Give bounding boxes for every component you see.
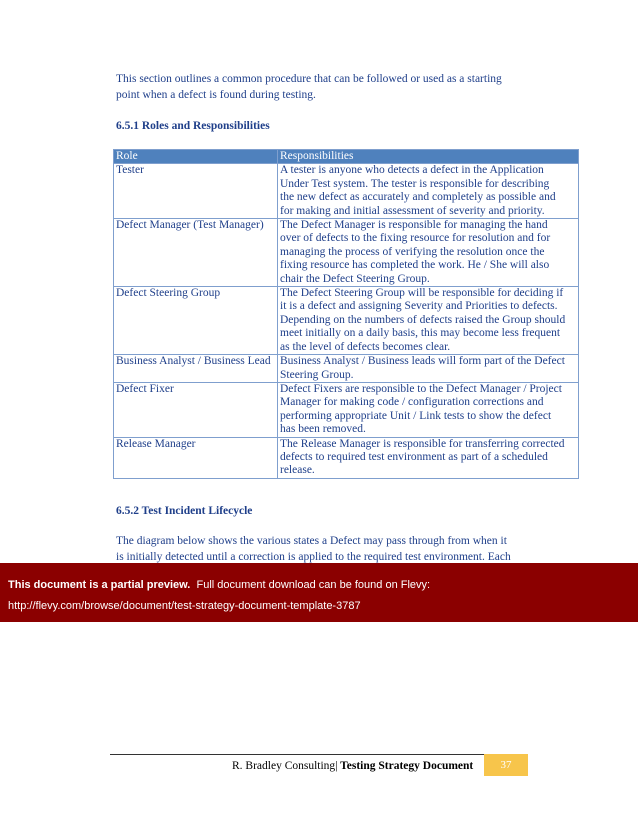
responsibility-line: chair the Defect Steering Group. bbox=[280, 272, 430, 285]
responsibility-cell bbox=[278, 437, 579, 478]
role-cell: Release Manager bbox=[114, 437, 278, 478]
responsibility-line: managing the process of verifying the resolution once the bbox=[280, 245, 545, 258]
responsibility-cell bbox=[278, 382, 579, 437]
role-cell: Business Analyst / Business Lead bbox=[114, 355, 278, 383]
banner-link[interactable]: http://flevy.com/browse/document/test-strategy-document-template-3787 bbox=[8, 600, 361, 612]
responsibility-line: for making and initial assessment of severity and priority. bbox=[280, 204, 545, 217]
footer-doc-title: Testing Strategy Document bbox=[337, 760, 474, 772]
table-row bbox=[114, 164, 579, 219]
footer-divider bbox=[110, 754, 528, 755]
responsibility-line: as the level of defects becomes clear. bbox=[280, 340, 451, 353]
diagram-line-1: The diagram below shows the various states a Defect may pass through from when it bbox=[116, 535, 507, 547]
table-row bbox=[114, 355, 579, 383]
diagram-paragraph bbox=[116, 533, 536, 565]
responsibility-line: meet initially on a daily basis, this may become less frequent bbox=[280, 327, 561, 340]
banner-bold-text: This document is a partial preview. bbox=[8, 579, 191, 591]
section-heading-6-5-1: 6.5.1 Roles and Responsibilities bbox=[116, 120, 270, 132]
header-role: Role bbox=[114, 150, 278, 164]
responsibility-line: Defect Fixers are responsible to the Defect Manager / Project bbox=[280, 382, 562, 395]
responsibility-line: A tester is anyone who detects a defect in the Application bbox=[280, 164, 544, 177]
table-row bbox=[114, 219, 579, 287]
preview-banner bbox=[0, 563, 638, 622]
responsibility-line: over of defects to the fixing resource for resolution and for bbox=[280, 232, 551, 245]
role-cell: Tester bbox=[114, 164, 278, 219]
responsibility-cell bbox=[278, 355, 579, 383]
responsibility-line: defects to required test environment as part of a scheduled bbox=[280, 450, 548, 463]
table-header-row bbox=[114, 150, 579, 164]
intro-line-1: This section outlines a common procedure that can be followed or used as a starting bbox=[116, 73, 502, 85]
intro-paragraph bbox=[116, 71, 536, 103]
section-heading-6-5-2: 6.5.2 Test Incident Lifecycle bbox=[116, 505, 253, 517]
responsibility-line: Manager for making code / configuration corrections and bbox=[280, 396, 544, 409]
responsibility-line: the new defect as accurately and completely as possible and bbox=[280, 191, 556, 204]
role-cell: Defect Steering Group bbox=[114, 287, 278, 355]
responsibility-line: The Release Manager is responsible for transferring corrected bbox=[280, 437, 565, 450]
banner-notice bbox=[8, 579, 430, 591]
footer-company: R. Bradley Consulting| bbox=[232, 760, 338, 772]
responsibility-line: Under Test system. The tester is responsible for describing bbox=[280, 177, 550, 190]
table-row bbox=[114, 287, 579, 355]
responsibility-line: Business Analyst / Business leads will form part of the Defect bbox=[280, 355, 565, 368]
responsibility-line: has been removed. bbox=[280, 423, 366, 436]
roles-table bbox=[113, 149, 579, 479]
page-number: 37 bbox=[484, 754, 528, 776]
table-row bbox=[114, 437, 579, 478]
table-row bbox=[114, 382, 579, 437]
responsibility-line: Steering Group. bbox=[280, 368, 354, 381]
role-cell: Defect Manager (Test Manager) bbox=[114, 219, 278, 287]
responsibility-line: Depending on the numbers of defects raised the Group should bbox=[280, 313, 566, 326]
responsibility-line: The Defect Steering Group will be responsible for deciding if bbox=[280, 287, 564, 300]
responsibility-cell bbox=[278, 164, 579, 219]
responsibility-line: it is a defect and assigning Severity and Priorities to defects. bbox=[280, 300, 558, 313]
footer bbox=[232, 760, 473, 772]
intro-line-2: point when a defect is found during testing. bbox=[116, 89, 316, 101]
diagram-line-2: is initially detected until a correction is applied to the required test environment. Each bbox=[116, 551, 511, 563]
banner-text: Full document download can be found on Flevy: bbox=[190, 579, 431, 591]
responsibility-cell bbox=[278, 287, 579, 355]
responsibility-line: performing appropriate Unit / Link tests to show the defect bbox=[280, 409, 552, 422]
responsibility-line: release. bbox=[280, 464, 315, 477]
header-responsibilities: Responsibilities bbox=[278, 150, 579, 164]
responsibility-line: fixing resource has completed the work. He / She will also bbox=[280, 259, 550, 272]
role-cell: Defect Fixer bbox=[114, 382, 278, 437]
responsibility-line: The Defect Manager is responsible for managing the hand bbox=[280, 219, 548, 232]
responsibility-cell bbox=[278, 219, 579, 287]
